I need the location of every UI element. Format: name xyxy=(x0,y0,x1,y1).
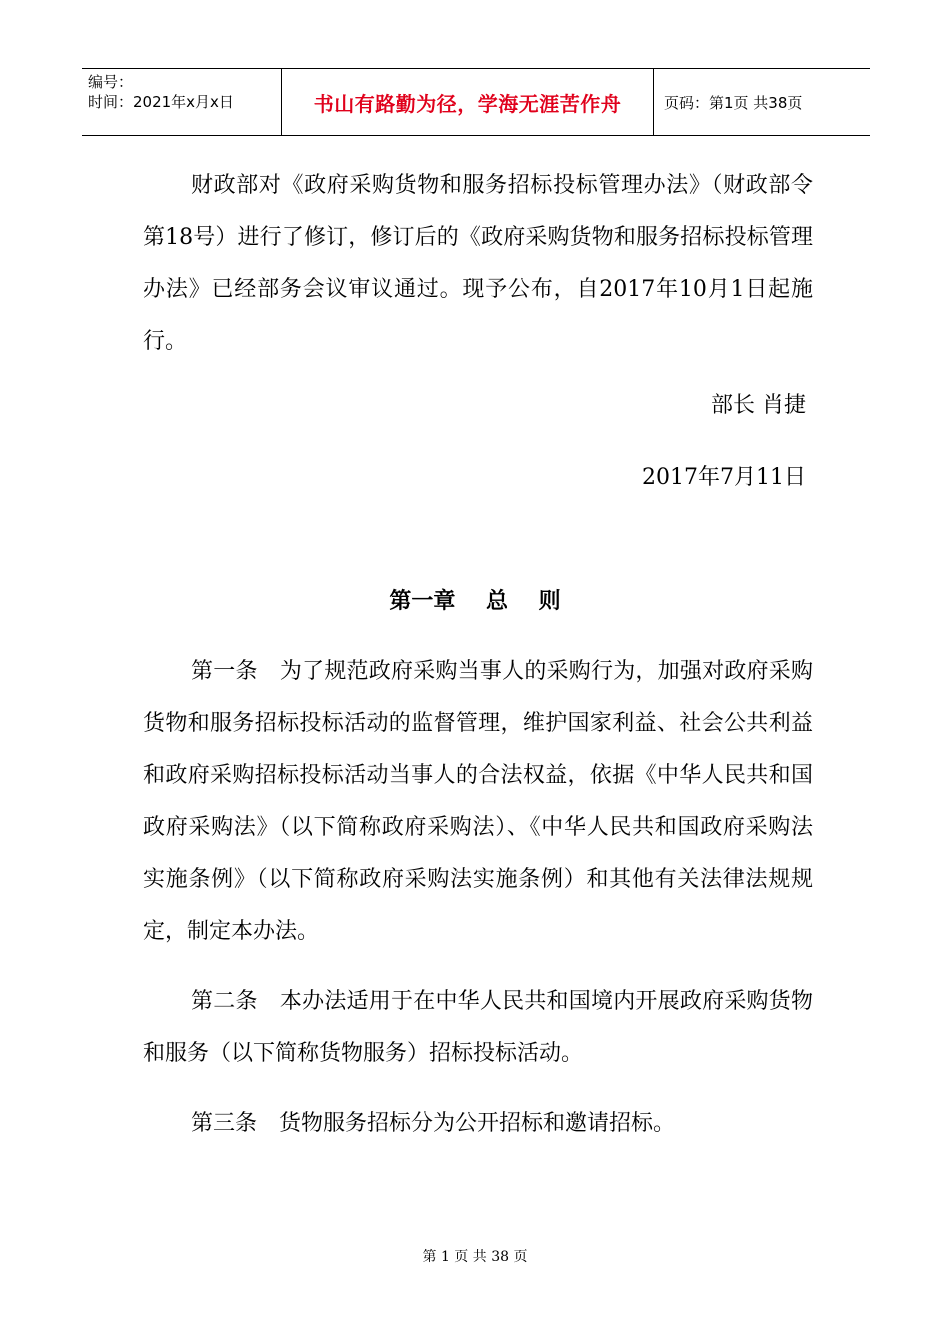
document-header xyxy=(82,68,870,136)
document-number-label: 编号： xyxy=(88,73,134,91)
sign-date: 2017年7月11日 xyxy=(642,465,806,490)
signer-name: 部长 肖捷 xyxy=(711,393,806,418)
document-time-label: 时间：2021年x月x日 xyxy=(88,93,234,111)
header-page-cell xyxy=(654,69,870,135)
articles-section xyxy=(143,646,813,1150)
header-motto-cell xyxy=(282,69,654,135)
header-motto: 书山有路勤为径，学海无涯苦作舟 xyxy=(313,91,622,116)
article-3: 第三条 货物服务招标分为公开招标和邀请招标。 xyxy=(191,1111,676,1136)
preamble-section xyxy=(143,160,813,368)
article-2: 第二条 本办法适用于在中华人民共和国境内开展政府采购货物和服务（以下简称货物服务）招标投标活动。 xyxy=(143,989,813,1066)
page-footer: 第 1 页 共 38 页 xyxy=(422,1249,528,1265)
preamble-paragraph: 财政部对《政府采购货物和服务招标投标管理办法》（财政部令第18号）进行了修订，修订后的《政府采购货物和服务招标投标管理办法》已经部务会议审议通过。现予公布，自2017年10月1日起施行。 xyxy=(143,173,813,354)
header-meta-cell xyxy=(82,69,282,135)
article-1: 第一条 为了规范政府采购当事人的采购行为，加强对政府采购货物和服务招标投标活动的监督管理，维护国家利益、社会公共利益和政府采购招标投标活动当事人的合法权益，依据《中华人民共和国政府采购法》（以下简称政府采购法）、《中华人民共和国政府采购法实施条例》（以下简称政府采购法实施条例）和其他有关法律法规规定，制定本办法。 xyxy=(143,659,813,944)
header-page-info: 页码：第1页 共38页 xyxy=(664,93,803,112)
chapter-title: 第一章 总 则 xyxy=(389,589,561,614)
